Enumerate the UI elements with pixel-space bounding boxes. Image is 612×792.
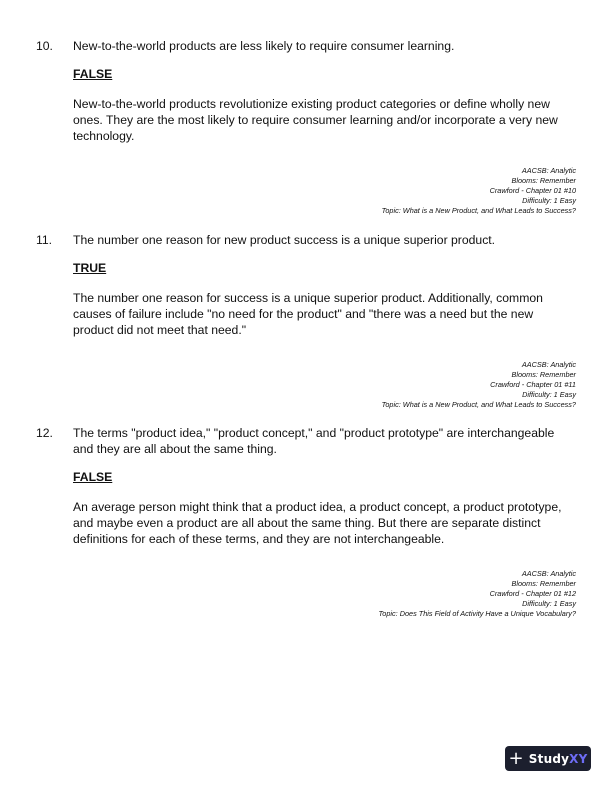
plus-icon: + bbox=[508, 748, 524, 769]
question-line bbox=[36, 232, 576, 248]
question-11 bbox=[36, 232, 576, 410]
explanation-text: New-to-the-world products revolutionize existing product categories or define wholly new ones. They are the most likely to require consumer learning and/or incorporate a very new technology. bbox=[73, 97, 558, 143]
brand-name-main: Study bbox=[528, 751, 570, 766]
explanation-text: An average person might think that a product idea, a product concept, a product prototype, and maybe even a product are all about the same thing. But there are separate distinct definitions for each of these terms, and they are not interchangeable. bbox=[73, 500, 562, 546]
meta-source: Crawford - Chapter 01 #10 bbox=[489, 186, 576, 195]
question-text: The number one reason for new product success is a unique superior product. bbox=[73, 233, 496, 247]
meta-aacsb: AACSB: Analytic bbox=[521, 569, 576, 578]
question-number: 12. bbox=[36, 426, 53, 440]
meta-difficulty: Difficulty: 1 Easy bbox=[522, 599, 576, 608]
meta-blooms: Blooms: Remember bbox=[511, 176, 576, 185]
meta-source: Crawford - Chapter 01 #11 bbox=[490, 380, 576, 389]
question-metadata bbox=[36, 360, 576, 410]
question-text: The terms "product idea," "product concept," and "product prototype" are interchangeable and they are all about the same thing. bbox=[73, 426, 555, 456]
meta-blooms: Blooms: Remember bbox=[511, 579, 576, 588]
question-text: New-to-the-world products are less likely to require consumer learning. bbox=[73, 39, 455, 53]
question-metadata bbox=[36, 166, 576, 216]
meta-topic: Topic: What is a New Product, and What Leads to Success? bbox=[381, 400, 576, 409]
answer-label: FALSE bbox=[73, 470, 113, 484]
question-number: 11. bbox=[36, 233, 53, 247]
brand-name-accent: XY bbox=[569, 751, 588, 766]
question-10 bbox=[36, 38, 576, 216]
meta-source: Crawford - Chapter 01 #12 bbox=[489, 589, 576, 598]
meta-topic: Topic: Does This Field of Activity Have a Unique Vocabulary? bbox=[378, 609, 576, 618]
question-number: 10. bbox=[36, 39, 53, 53]
answer-label: TRUE bbox=[73, 261, 107, 275]
question-12 bbox=[36, 425, 576, 619]
explanation-text: The number one reason for success is a unique superior product. Additionally, common causes of failure include "no need for the product" and "there was a need but the new product did not meet that need." bbox=[73, 291, 543, 337]
studyxy-badge[interactable] bbox=[505, 746, 591, 771]
meta-difficulty: Difficulty: 1 Easy bbox=[522, 390, 576, 399]
meta-topic: Topic: What is a New Product, and What Leads to Success? bbox=[381, 206, 576, 215]
question-line bbox=[36, 38, 576, 54]
meta-aacsb: AACSB: Analytic bbox=[521, 360, 576, 369]
question-line bbox=[36, 425, 576, 457]
answer-label: FALSE bbox=[73, 67, 113, 81]
meta-difficulty: Difficulty: 1 Easy bbox=[522, 196, 576, 205]
meta-aacsb: AACSB: Analytic bbox=[521, 166, 576, 175]
meta-blooms: Blooms: Remember bbox=[511, 370, 576, 379]
question-metadata bbox=[36, 569, 576, 619]
